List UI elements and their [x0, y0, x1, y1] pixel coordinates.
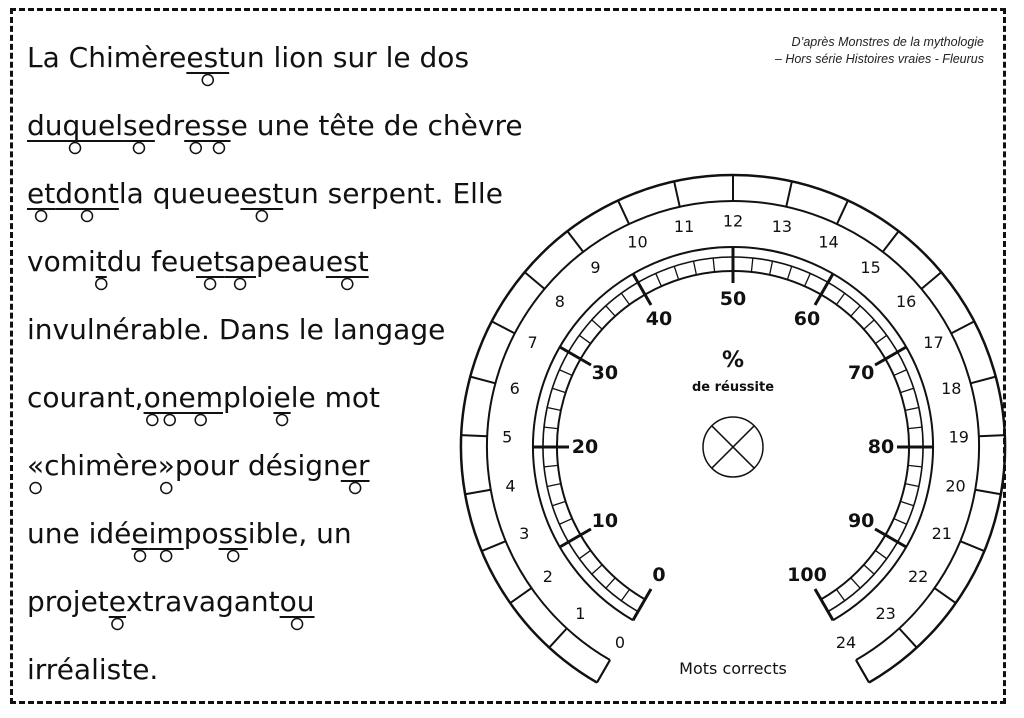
percent-minor-tick: [875, 550, 886, 558]
percent-minor-tick: [836, 293, 844, 304]
percent-minor-tick: [770, 261, 773, 275]
percent-minor-tick: [544, 427, 558, 428]
word-tick: [935, 588, 956, 603]
word-tick-label: 14: [818, 232, 839, 252]
percent-minor-tick: [894, 519, 907, 525]
syllable-dot-icon: [202, 75, 213, 86]
text-segment: un serpent. Elle: [283, 177, 503, 210]
percent-tick-label: 100: [787, 564, 827, 587]
word-tick: [856, 660, 869, 683]
percent-minor-tick: [592, 320, 602, 329]
percent-minor-tick: [894, 370, 907, 376]
word-tick: [618, 200, 629, 224]
word-tick: [674, 181, 680, 206]
percent-minor-tick: [908, 465, 922, 466]
percent-tick-label: 60: [793, 307, 821, 330]
text-line: [27, 313, 445, 346]
percent-minor-tick: [905, 408, 919, 411]
percent-band-inner-arc: [554, 271, 909, 599]
percent-minor-tick: [787, 266, 791, 279]
underlined-segment: est: [240, 177, 284, 210]
text-segment: un lion sur le dos: [229, 41, 470, 74]
percent-tick-label: 0: [652, 564, 666, 587]
percent-minor-tick: [606, 578, 615, 588]
word-tick-label: 15: [860, 258, 881, 278]
underlined-segment: im: [148, 517, 184, 550]
word-tick-label: 11: [673, 216, 695, 236]
word-tick-label: 9: [590, 258, 601, 278]
percent-minor-tick: [864, 565, 874, 574]
text-line: [27, 245, 369, 290]
text-segment: »: [157, 449, 175, 482]
text-line: [27, 381, 380, 426]
underlined-segment: ss: [218, 517, 248, 550]
text-segment: chimère: [44, 449, 158, 482]
syllable-dot-icon: [292, 619, 303, 630]
reading-text: [27, 41, 523, 686]
text-line: [27, 177, 503, 222]
text-segment: xtravagant: [126, 585, 280, 618]
word-tick: [482, 541, 506, 551]
text-line: [27, 109, 523, 154]
word-tick-label: 16: [895, 292, 917, 312]
percent-minor-tick: [805, 273, 811, 286]
text-segment: La Chimère: [27, 41, 187, 74]
text-line: [27, 517, 352, 562]
text-segment: ploi: [222, 381, 274, 414]
word-tick: [979, 435, 1005, 436]
text-segment: irréaliste.: [27, 653, 159, 686]
underlined-segment: er: [340, 449, 370, 482]
percent-tick-label: 30: [591, 362, 619, 384]
word-tick: [461, 435, 487, 436]
underlined-segment: et: [27, 177, 56, 210]
underlined-segment: ou: [279, 585, 315, 618]
percent-tick-label: 90: [847, 510, 875, 532]
word-tick-label: 12: [722, 211, 744, 231]
source-line-1: D’après Monstres de la mythologie: [791, 35, 984, 49]
word-tick: [465, 490, 491, 495]
syllable-dot-icon: [350, 483, 361, 494]
syllable-dot-icon: [190, 143, 201, 154]
syllable-dot-icon: [133, 143, 144, 154]
syllable-dot-icon: [342, 279, 353, 290]
text-segment: une idé: [27, 517, 132, 550]
word-tick: [549, 628, 567, 647]
word-tick: [960, 541, 984, 551]
percent-minor-tick: [579, 335, 590, 343]
percent-minor-tick: [547, 408, 561, 411]
text-segment: projet: [27, 585, 109, 618]
text-line: [27, 653, 158, 686]
word-tick: [951, 321, 974, 333]
word-tick: [971, 377, 996, 384]
percent-tick-label: 50: [719, 288, 747, 310]
word-tick: [525, 272, 545, 289]
text-segment: la queue: [118, 177, 241, 210]
word-tick: [567, 231, 583, 252]
word-tick: [597, 660, 610, 683]
text-segment: courant,: [27, 381, 144, 414]
percent-band-middle-arc: [543, 257, 923, 612]
text-segment: invulnérable. Dans le langage: [27, 313, 446, 346]
word-tick-label: 2: [542, 567, 553, 587]
syllable-dot-icon: [30, 483, 41, 494]
word-tick-label: 10: [627, 232, 648, 252]
underlined-segment: ess: [184, 109, 231, 142]
text-segment: e une tête de chèvre: [230, 109, 523, 142]
percent-minor-tick: [552, 501, 565, 505]
underlined-segment: se: [123, 109, 155, 142]
text-segment: dr: [154, 109, 185, 142]
underlined-segment: on: [143, 381, 179, 414]
percent-minor-tick: [694, 261, 697, 275]
word-tick-label: 5: [502, 427, 513, 447]
text-line: [27, 449, 370, 494]
percent-minor-tick: [908, 427, 922, 428]
gauge-footer-label: Mots corrects: [679, 659, 787, 678]
percent-tick-label: 80: [867, 436, 895, 458]
percent-tick-label: 10: [591, 510, 619, 532]
circle-cross-icon: [703, 417, 763, 477]
percent-minor-tick: [875, 335, 886, 343]
underlined-segment: duquel: [27, 109, 124, 142]
text-segment: po: [183, 517, 219, 550]
text-segment: «: [27, 449, 45, 482]
underlined-segment: est: [186, 41, 230, 74]
syllable-dot-icon: [164, 415, 175, 426]
syllable-dot-icon: [112, 619, 123, 630]
underlined-segment: et: [196, 245, 225, 278]
underlined-segment: e: [131, 517, 149, 550]
word-tick-label: 1: [575, 604, 586, 624]
word-tick-label: 7: [527, 333, 538, 353]
percent-minor-tick: [606, 306, 615, 316]
percent-minor-tick: [836, 589, 844, 600]
underlined-segment: sa: [224, 245, 256, 278]
word-tick: [975, 490, 1001, 495]
percent-minor-tick: [674, 266, 678, 279]
text-segment: du feu: [106, 245, 196, 278]
syllable-dot-icon: [96, 279, 107, 290]
percent-minor-tick: [864, 320, 874, 329]
text-segment: pour désign: [174, 449, 341, 482]
percent-minor-tick: [900, 501, 913, 505]
syllable-dot-icon: [82, 211, 93, 222]
percent-minor-tick: [559, 370, 572, 376]
percent-minor-tick: [713, 258, 714, 272]
syllable-dot-icon: [147, 415, 158, 426]
syllable-dot-icon: [195, 415, 206, 426]
percent-tick-label: 20: [571, 436, 599, 458]
percent-caption: de réussite: [691, 380, 775, 395]
text-line: [27, 585, 315, 630]
word-tick: [837, 200, 848, 224]
syllable-dot-icon: [213, 143, 224, 154]
text-segment: peau: [255, 245, 326, 278]
word-tick-label: 21: [931, 523, 952, 543]
word-tick: [883, 231, 899, 252]
percent-minor-tick: [621, 589, 629, 600]
score-gauge: [461, 175, 1005, 683]
word-tick: [492, 321, 515, 333]
percent-minor-tick: [544, 465, 558, 466]
word-tick: [899, 628, 917, 647]
percent-tick-label: 70: [847, 362, 875, 384]
underlined-segment: e: [108, 585, 127, 618]
text-segment: ible, un: [247, 517, 352, 550]
text-segment: vomi: [27, 245, 96, 278]
syllable-dot-icon: [277, 415, 288, 426]
syllable-dot-icon: [161, 483, 172, 494]
word-tick-label: 22: [907, 567, 929, 587]
source-line-2: – Hors série Histoires vraies - Fleurus: [774, 52, 984, 66]
word-tick-label: 17: [923, 333, 944, 353]
word-tick-label: 24: [835, 633, 857, 653]
word-tick-label: 18: [941, 379, 962, 399]
syllable-dot-icon: [235, 279, 246, 290]
word-tick-label: 13: [771, 216, 793, 236]
percent-minor-tick: [751, 258, 752, 272]
syllable-dot-icon: [135, 551, 146, 562]
percent-symbol: %: [721, 348, 745, 373]
word-tick-label: 19: [948, 427, 969, 447]
syllable-dot-icon: [161, 551, 172, 562]
word-tick-label: 23: [875, 604, 896, 624]
word-tick: [470, 377, 495, 384]
underlined-segment: est: [325, 245, 369, 278]
text-line: [27, 41, 469, 86]
word-tick: [921, 272, 941, 289]
word-tick-label: 3: [519, 523, 530, 543]
word-tick-label: 0: [614, 633, 626, 653]
text-segment: le mot: [290, 381, 380, 414]
percent-minor-tick: [552, 388, 565, 392]
percent-minor-tick: [592, 565, 602, 574]
percent-minor-tick: [851, 578, 860, 588]
word-tick-label: 20: [945, 476, 966, 496]
percent-minor-tick: [547, 484, 561, 487]
syllable-dot-icon: [205, 279, 216, 290]
underlined-segment: dont: [55, 177, 119, 210]
syllable-dot-icon: [228, 551, 239, 562]
word-tick: [510, 588, 531, 603]
percent-minor-tick: [579, 550, 590, 558]
percent-minor-tick: [559, 519, 572, 525]
percent-minor-tick: [900, 388, 913, 392]
syllable-dot-icon: [70, 143, 81, 154]
word-tick: [786, 181, 792, 206]
syllable-dot-icon: [256, 211, 267, 222]
percent-minor-tick: [905, 484, 919, 487]
word-tick-label: 4: [505, 476, 516, 496]
underlined-segment: em: [178, 381, 223, 414]
percent-minor-tick: [851, 306, 860, 316]
percent-minor-tick: [656, 273, 662, 286]
underlined-segment: t: [95, 245, 107, 278]
word-tick-label: 6: [509, 379, 520, 399]
word-tick-label: 8: [554, 292, 565, 312]
underlined-segment: e: [273, 381, 291, 414]
syllable-dot-icon: [36, 211, 47, 222]
percent-minor-tick: [621, 293, 629, 304]
percent-tick-label: 40: [645, 307, 673, 330]
